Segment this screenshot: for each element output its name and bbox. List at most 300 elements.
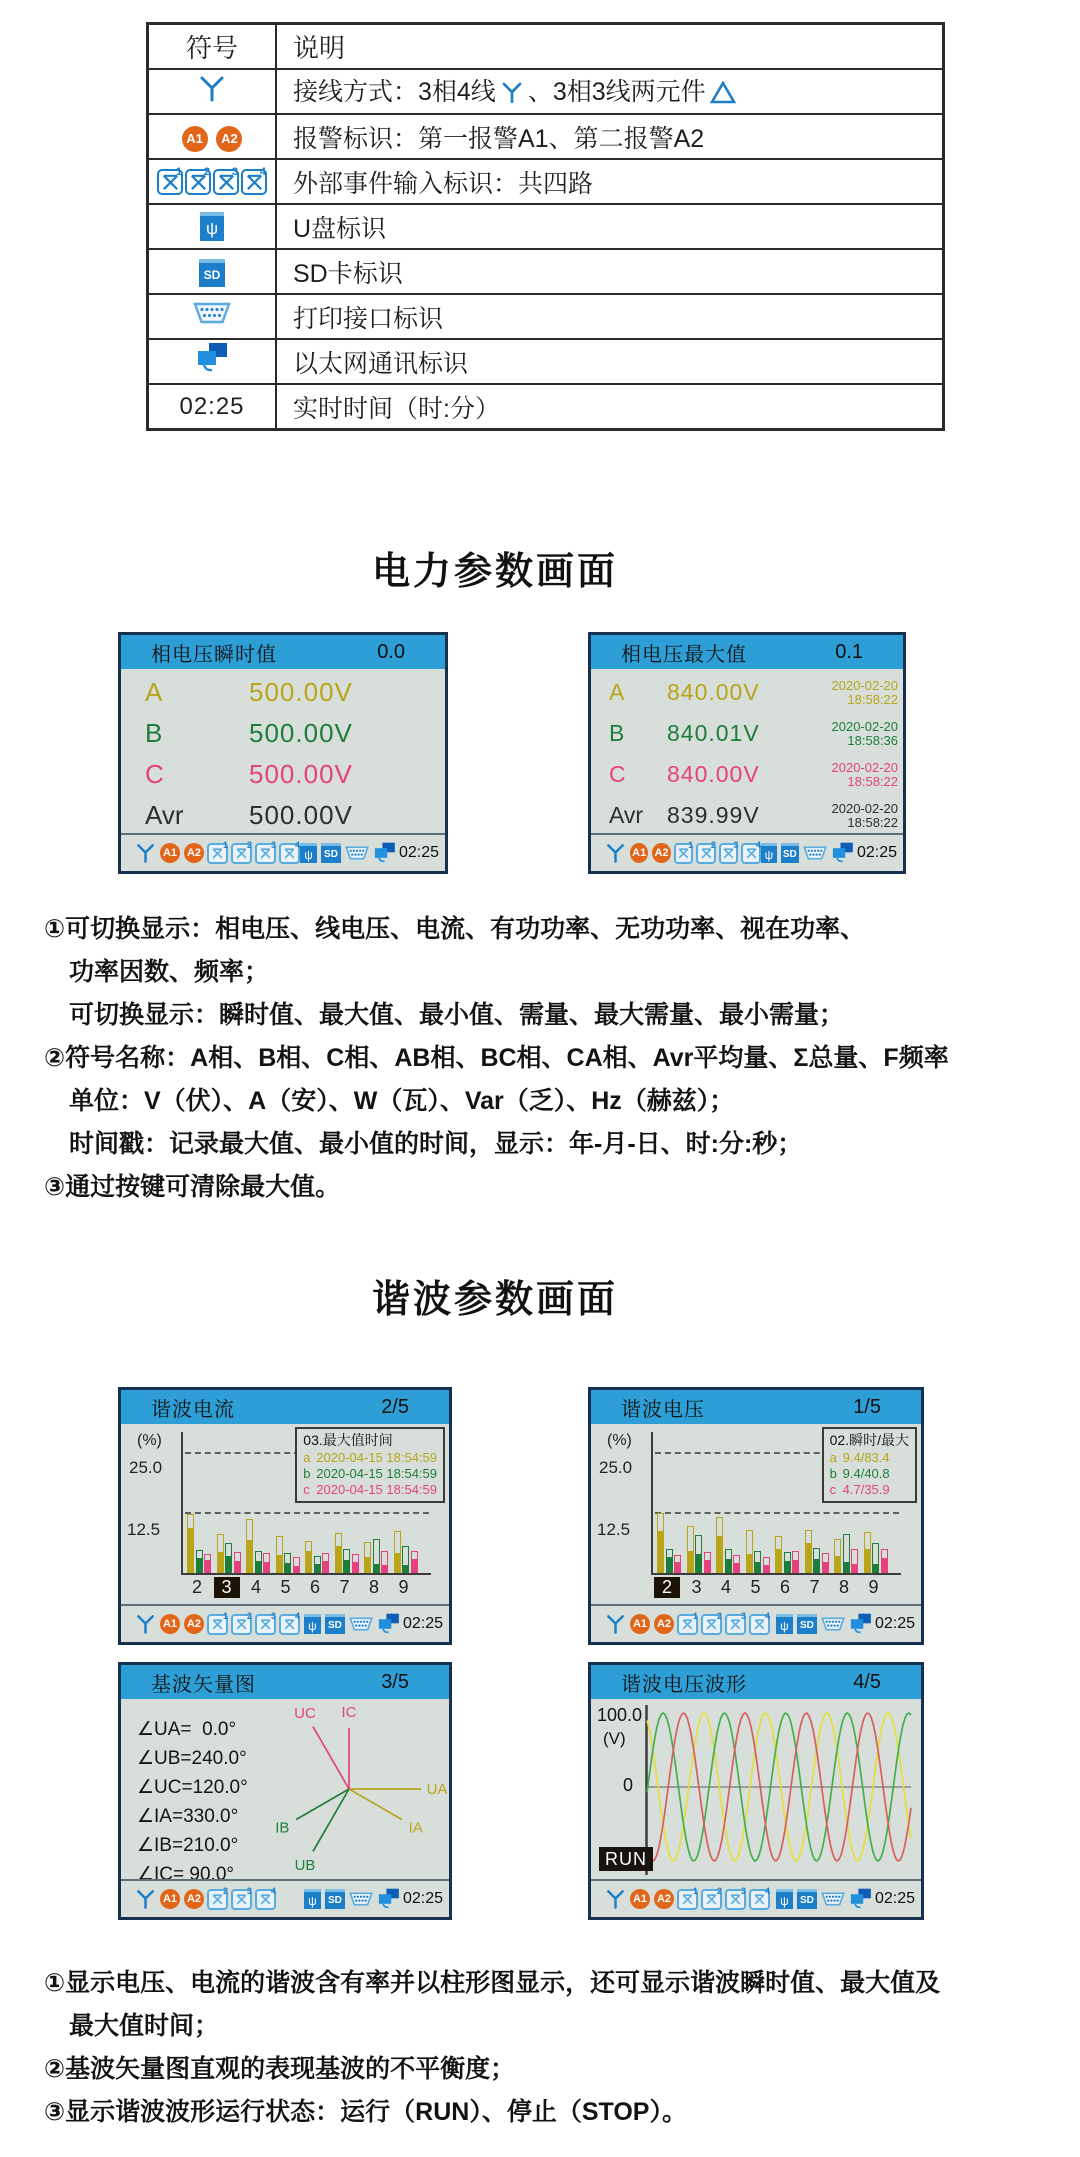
time-desc: 实时时间（时:分）	[276, 384, 944, 430]
printer-port-icon	[821, 1617, 845, 1631]
ethernet-icon	[376, 1888, 401, 1910]
measurement-row	[591, 672, 903, 713]
bar-max-a	[276, 1536, 283, 1573]
y-tick-max: 100.0	[597, 1705, 643, 1725]
table-header-row	[148, 24, 944, 70]
event-input-icon	[241, 166, 267, 195]
event-number: 3	[740, 1610, 746, 1621]
measurement-row	[121, 713, 445, 754]
vector-diagram	[237, 1701, 451, 1879]
event-input-icon	[674, 839, 694, 864]
timestamp	[832, 802, 904, 830]
event-number: 1	[692, 1885, 698, 1896]
bar-max-a	[805, 1530, 812, 1573]
event-input-icon	[749, 1610, 770, 1635]
bar-max-b	[225, 1543, 232, 1573]
usb-icon: ψ	[776, 1889, 793, 1909]
bar-instant-c	[205, 1560, 210, 1572]
bar-instant-c	[852, 1564, 857, 1572]
bar-max-c	[792, 1551, 799, 1573]
bar-instant-c	[734, 1563, 739, 1572]
bar-instant-c	[382, 1565, 387, 1572]
y-tick-25: 25.0	[129, 1458, 163, 1477]
screen-header	[591, 1665, 921, 1699]
alarm-badge: A1	[630, 1889, 650, 1909]
bar-instant-c	[264, 1562, 269, 1572]
ethernet-icon	[376, 1613, 401, 1635]
bar-max-a	[657, 1513, 664, 1573]
alarm-badge: A2	[184, 1614, 204, 1634]
status-bar	[591, 833, 903, 871]
bar-max-c	[293, 1557, 300, 1573]
screen-title: 谐波电压	[621, 1398, 705, 1421]
event-input-icon	[719, 839, 739, 864]
bar-max-b	[402, 1546, 409, 1573]
note-line: ②基波矢量图直观的表现基波的不平衡度；	[44, 2055, 516, 2083]
bar-max-a	[335, 1533, 342, 1573]
x-axis-label: 5	[280, 1577, 291, 1597]
x-axis-label: 4	[720, 1577, 731, 1597]
measurement-value: 840.00V	[667, 761, 760, 787]
bar-instant-c	[412, 1559, 417, 1572]
printer-port-icon	[349, 1617, 373, 1631]
bar-instant-a	[717, 1536, 722, 1572]
bar-instant-b	[256, 1561, 261, 1572]
bar-instant-c	[235, 1561, 240, 1572]
timestamp-date: 2020-02-20	[831, 677, 898, 693]
timestamp-time: 18:58:36	[847, 732, 898, 748]
timestamp-date: 2020-02-20	[831, 759, 898, 775]
legend-entry-c: c 2020-04-15 18:54:59	[303, 1482, 437, 1497]
table-row-alarm	[148, 114, 944, 159]
alarm-badge: A2	[652, 843, 670, 863]
y-tick-12-5: 12.5	[127, 1520, 161, 1539]
ethernet-icon	[848, 1613, 873, 1635]
wiring-y-icon	[135, 842, 156, 864]
bar-max-a	[775, 1536, 782, 1573]
screen-harmonic-voltage	[588, 1387, 924, 1645]
vector-angle-value: ∠IC= 90.0°	[137, 1864, 234, 1885]
bar-instant-b	[844, 1562, 849, 1572]
wiring-y-icon	[605, 1613, 626, 1635]
status-bar	[121, 1604, 449, 1642]
measurement-value: 840.01V	[667, 720, 760, 746]
sd-card-icon: SD	[325, 1889, 345, 1909]
status-bar	[591, 1879, 921, 1917]
bar-instant-b	[226, 1556, 231, 1572]
wiring-y-icon-inline	[500, 80, 524, 111]
event-input-icon	[741, 839, 762, 864]
measurement-list	[591, 669, 903, 836]
vector-line-IA	[349, 1789, 402, 1820]
bar-max-b	[373, 1539, 380, 1573]
bar-instant-b	[197, 1558, 202, 1572]
event-number: 4	[270, 1885, 276, 1896]
bar-instant-c	[323, 1561, 328, 1572]
screen-phase-voltage-max	[588, 632, 906, 874]
ethernet-icon	[372, 842, 397, 864]
ethernet-icon	[848, 1888, 873, 1910]
bar-max-b	[725, 1549, 732, 1573]
alarm-badge: A2	[184, 1889, 204, 1909]
event-number: 3	[733, 839, 739, 850]
table-row-usb	[148, 204, 944, 249]
wiring-y-icon	[605, 842, 626, 864]
screen-title: 谐波电流	[151, 1398, 235, 1421]
note-line: 可切换显示：瞬时值、最大值、最小值、需量、最大需量、最小需量；	[44, 1001, 845, 1029]
bar-max-b	[666, 1549, 673, 1573]
sd-card-icon: SD	[797, 1614, 817, 1634]
bar-instant-b	[755, 1562, 760, 1572]
phase-label: C	[609, 761, 626, 787]
legend-entry-b: b 2020-04-15 18:54:59	[303, 1466, 437, 1481]
wiring-desc-part2: 、3相3线两元件	[527, 78, 706, 106]
measurement-list	[121, 669, 445, 836]
gridline	[185, 1512, 429, 1514]
screen-vector-diagram	[118, 1662, 452, 1920]
note-line: ①可切换显示：相电压、线电压、电流、有功功率、无功功率、视在功率、	[44, 915, 866, 943]
phase-label: Avr	[609, 802, 644, 828]
screen-header	[591, 635, 903, 669]
vector-angle-value: ∠UB=240.0°	[137, 1748, 247, 1769]
symbol-table	[146, 22, 945, 431]
power-notes	[44, 908, 1054, 1209]
event-input-icon	[231, 1610, 252, 1635]
section-heading-power: 电力参数画面	[371, 551, 618, 593]
bar-max-c	[881, 1549, 888, 1573]
phase-label: C	[145, 759, 164, 789]
table-row-ethernet	[148, 339, 944, 384]
legend-entry-a: a 2020-04-15 18:54:59	[303, 1450, 437, 1465]
phase-label: B	[145, 718, 163, 748]
bar-instant-b	[285, 1563, 290, 1572]
vector-line-UC	[313, 1727, 349, 1789]
x-axis-label: 6	[309, 1577, 320, 1597]
x-axis-label: 4	[250, 1577, 261, 1597]
sd-card-icon: SD	[199, 259, 225, 287]
bar-max-b	[872, 1543, 879, 1573]
measurement-value: 840.00V	[667, 679, 760, 705]
usb-icon: ψ	[761, 843, 777, 863]
event-number: 2	[246, 839, 252, 850]
screen-header-value: 0.1	[835, 640, 863, 663]
screen-header	[591, 1390, 921, 1424]
event-input-icon	[677, 1885, 698, 1910]
timestamp-time: 18:58:22	[847, 691, 898, 707]
vector-angle-value: ∠UA= 0.0°	[137, 1719, 237, 1740]
status-time: 02:25	[857, 844, 898, 861]
bar-max-a	[394, 1531, 401, 1573]
clock-value: 02:25	[179, 393, 245, 420]
event-input-icon	[207, 839, 228, 864]
printer-port-icon	[345, 846, 369, 860]
event-number: 3	[270, 1610, 276, 1621]
bar-max-a	[687, 1526, 694, 1573]
screen-title: 相电压最大值	[621, 643, 747, 666]
event-number: 4	[764, 1885, 770, 1896]
alarm-badge: A1	[160, 1889, 180, 1909]
bar-instant-a	[747, 1554, 752, 1572]
bar-instant-a	[247, 1540, 252, 1572]
timestamp-time: 18:58:22	[847, 773, 898, 789]
note-line: ②符号名称：A相、B相、C相、AB相、BC相、CA相、Avr平均量、Σ总量、F频率	[44, 1044, 949, 1072]
event-number: 1	[222, 839, 228, 850]
timestamp-time: 18:58:22	[847, 814, 898, 830]
vector-angle-value: ∠IB=210.0°	[137, 1835, 239, 1856]
x-axis-line	[181, 1573, 431, 1575]
note-line: ③通过按键可清除最大值。	[44, 1173, 341, 1201]
chart-area	[591, 1424, 921, 1605]
measurement-row	[591, 795, 903, 836]
timestamp	[832, 761, 904, 789]
vector-label-IA: IA	[408, 1819, 423, 1837]
event-input-icon	[701, 1610, 722, 1635]
screen-header	[121, 1665, 449, 1699]
vector-angle-value: ∠IA=330.0°	[137, 1806, 239, 1827]
table-row-wiring	[148, 69, 944, 114]
x-axis-label: 2	[191, 1577, 202, 1597]
bar-instant-c	[823, 1562, 828, 1572]
printer-port-icon	[803, 846, 827, 860]
phase-label: A	[145, 677, 163, 707]
event-number: 4	[764, 1610, 770, 1621]
bar-instant-b	[785, 1561, 790, 1572]
screen-title: 谐波电压波形	[621, 1673, 747, 1696]
measurement-row	[591, 754, 903, 795]
printer-port-icon	[821, 1892, 845, 1906]
bar-instant-a	[865, 1549, 870, 1572]
screen-page-indicator: 2/5	[381, 1395, 409, 1418]
alarm1-badge: A1	[182, 126, 208, 152]
bar-instant-c	[764, 1565, 769, 1572]
event-number: 2	[716, 1885, 722, 1896]
screen-page-indicator: 4/5	[853, 1670, 881, 1693]
sd-card-icon: SD	[797, 1889, 817, 1909]
event-input-icon	[185, 166, 211, 195]
event-input-icon	[207, 1885, 228, 1910]
bar-max-b	[196, 1550, 203, 1573]
phase-label: B	[609, 720, 625, 746]
measurement-row	[121, 672, 445, 713]
measurement-value: 500.00V	[249, 759, 353, 789]
bar-max-c	[674, 1555, 681, 1573]
printer-port-icon	[349, 1892, 373, 1906]
alarm-badge: A2	[654, 1889, 674, 1909]
measurement-value: 839.99V	[667, 802, 760, 828]
sd-card-icon: SD	[781, 843, 799, 863]
measurement-value: 500.00V	[249, 800, 353, 830]
event-input-icon	[231, 839, 252, 864]
bar-instant-c	[793, 1560, 798, 1572]
event-input-icon	[213, 166, 239, 195]
measurement-value: 500.00V	[249, 718, 353, 748]
delta-triangle-icon	[710, 81, 736, 111]
event-number: 2	[716, 1610, 722, 1621]
bar-max-b	[343, 1549, 350, 1573]
alarm-desc: 报警标识：第一报警A1、第二报警A2	[276, 114, 944, 159]
y-axis-line	[181, 1432, 183, 1575]
status-time: 02:25	[399, 844, 440, 861]
event-input-icon	[749, 1885, 770, 1910]
table-row-sd	[148, 249, 944, 294]
bar-instant-b	[726, 1559, 731, 1572]
x-axis-label: 7	[339, 1577, 350, 1597]
bar-instant-b	[814, 1559, 819, 1572]
bar-instant-a	[776, 1549, 781, 1572]
sd-card-icon: SD	[325, 1614, 345, 1634]
bar-instant-a	[277, 1555, 282, 1572]
screen-voltage-waveform	[588, 1662, 924, 1920]
bar-max-c	[204, 1554, 211, 1573]
alarm-badge: A1	[160, 843, 180, 863]
note-line: 功率因数、频率；	[44, 958, 270, 986]
bar-max-c	[763, 1557, 770, 1573]
x-axis-label: 5	[750, 1577, 761, 1597]
chart-area	[121, 1424, 449, 1605]
bar-instant-a	[188, 1528, 193, 1572]
bar-max-b	[784, 1552, 791, 1573]
event-number: 1	[175, 166, 182, 179]
table-row-printer	[148, 294, 944, 339]
vector-label-IC: IC	[341, 1704, 357, 1721]
bar-max-a	[716, 1517, 723, 1573]
event-input-icon	[255, 839, 276, 864]
bar-instant-a	[336, 1546, 341, 1572]
wiring-y-icon	[135, 1888, 156, 1910]
usb-icon: ψ	[776, 1614, 793, 1634]
bar-instant-b	[374, 1564, 379, 1572]
event-number: 4	[294, 839, 300, 850]
note-line: 最大值时间；	[44, 2012, 220, 2040]
event-number: 2	[246, 1610, 252, 1621]
y-axis-unit: (%)	[607, 1432, 632, 1449]
bar-instant-b	[696, 1554, 701, 1572]
bar-max-b	[255, 1551, 262, 1573]
vector-label-IB: IB	[275, 1819, 290, 1837]
usb-icon: ψ	[200, 212, 224, 241]
y-tick-zero: 0	[623, 1775, 634, 1795]
phase-label: A	[609, 679, 625, 705]
waveform-area	[591, 1699, 921, 1880]
legend-title: 02.瞬时/最大	[829, 1432, 909, 1448]
event-input-icon	[725, 1885, 746, 1910]
bar-max-c	[352, 1554, 359, 1573]
bar-max-c	[234, 1552, 241, 1573]
event-number: 4	[294, 1610, 300, 1621]
bar-max-c	[322, 1553, 329, 1573]
ethernet-icon	[830, 842, 855, 864]
bar-instant-a	[365, 1557, 370, 1572]
bar-instant-c	[705, 1560, 710, 1572]
event-input-icon	[701, 1885, 722, 1910]
status-bar	[121, 1879, 449, 1917]
screen-header-value: 0.0	[377, 640, 405, 663]
column-header-description: 说明	[276, 24, 944, 70]
bar-instant-a	[306, 1551, 311, 1572]
bar-instant-a	[395, 1553, 400, 1572]
legend-entry-c: c 4.7/35.9	[829, 1482, 890, 1497]
usb-icon: ψ	[304, 1614, 321, 1634]
status-time: 02:25	[874, 1890, 915, 1907]
bar-instant-b	[667, 1557, 672, 1572]
table-row-events	[148, 159, 944, 204]
event-input-icon	[279, 839, 300, 864]
x-axis-label: 9	[868, 1577, 879, 1597]
x-axis-label: 9	[398, 1577, 409, 1597]
status-time: 02:25	[402, 1890, 443, 1907]
bar-instant-b	[315, 1564, 320, 1572]
bar-max-a	[187, 1514, 194, 1573]
event-number: 2	[710, 839, 716, 850]
bar-instant-c	[294, 1566, 299, 1572]
alarm-badge: A2	[184, 843, 204, 863]
gridline	[655, 1512, 899, 1514]
usb-icon: ψ	[304, 1889, 321, 1909]
bar-max-c	[263, 1553, 270, 1573]
x-axis-label: 6	[779, 1577, 790, 1597]
usb-desc: U盘标识	[276, 204, 944, 249]
y-axis-line	[651, 1432, 653, 1575]
ethernet-desc: 以太网通讯标识	[276, 339, 944, 384]
screen-title: 基波矢量图	[151, 1673, 256, 1696]
alarm-badge: A1	[630, 1614, 650, 1634]
event-number: 1	[222, 1610, 228, 1621]
events-desc: 外部事件输入标识：共四路	[276, 159, 944, 204]
event-number: 2	[203, 166, 210, 179]
screen-phase-voltage-instant	[118, 632, 448, 874]
timestamp-date: 2020-02-20	[831, 800, 898, 816]
event-number: 2	[222, 1885, 228, 1896]
event-number: 1	[688, 839, 694, 850]
bar-instant-a	[835, 1556, 840, 1572]
event-input-icon	[696, 839, 716, 864]
status-time: 02:25	[874, 1615, 915, 1632]
bar-instant-b	[344, 1560, 349, 1572]
screen-page-indicator: 3/5	[381, 1670, 409, 1693]
x-axis-label: 7	[809, 1577, 820, 1597]
event-number: 4	[259, 166, 266, 179]
bar-instant-b	[403, 1565, 408, 1572]
bar-max-a	[364, 1542, 371, 1573]
vector-angle-list	[137, 1715, 248, 1889]
event-input-icon	[255, 1885, 276, 1910]
bar-max-a	[834, 1539, 841, 1573]
measurement-value: 500.00V	[249, 677, 353, 707]
x-axis-label: 2	[654, 1577, 680, 1598]
event-number: 1	[692, 1610, 698, 1621]
alarm-badge: A1	[160, 1614, 180, 1634]
legend-title: 03.最大值时间	[303, 1432, 393, 1448]
x-axis-label: 3	[691, 1577, 702, 1597]
bar-max-a	[246, 1519, 253, 1573]
y-tick-12-5: 12.5	[597, 1520, 631, 1539]
bar-max-c	[381, 1551, 388, 1573]
alarm-badge: A2	[654, 1614, 674, 1634]
bar-instant-c	[353, 1562, 358, 1572]
harmonic-notes	[44, 1962, 1054, 2134]
bar-instant-a	[218, 1552, 223, 1572]
usb-icon: ψ	[300, 843, 317, 863]
x-axis-line	[651, 1573, 901, 1575]
wiring-desc-part1: 接线方式：3相4线	[293, 78, 496, 106]
bar-max-a	[864, 1532, 871, 1573]
bar-max-b	[284, 1553, 291, 1573]
measurement-row	[121, 795, 445, 836]
note-line: 时间戳：记录最大值、最小值的时间，显示：年-月-日、时:分:秒；	[44, 1130, 803, 1158]
screen-header	[121, 635, 445, 669]
y-axis-unit: (%)	[137, 1432, 162, 1449]
note-line: ①显示电压、电流的谐波含有率并以柱形图显示，还可显示谐波瞬时值、最大值及	[44, 1969, 941, 1997]
